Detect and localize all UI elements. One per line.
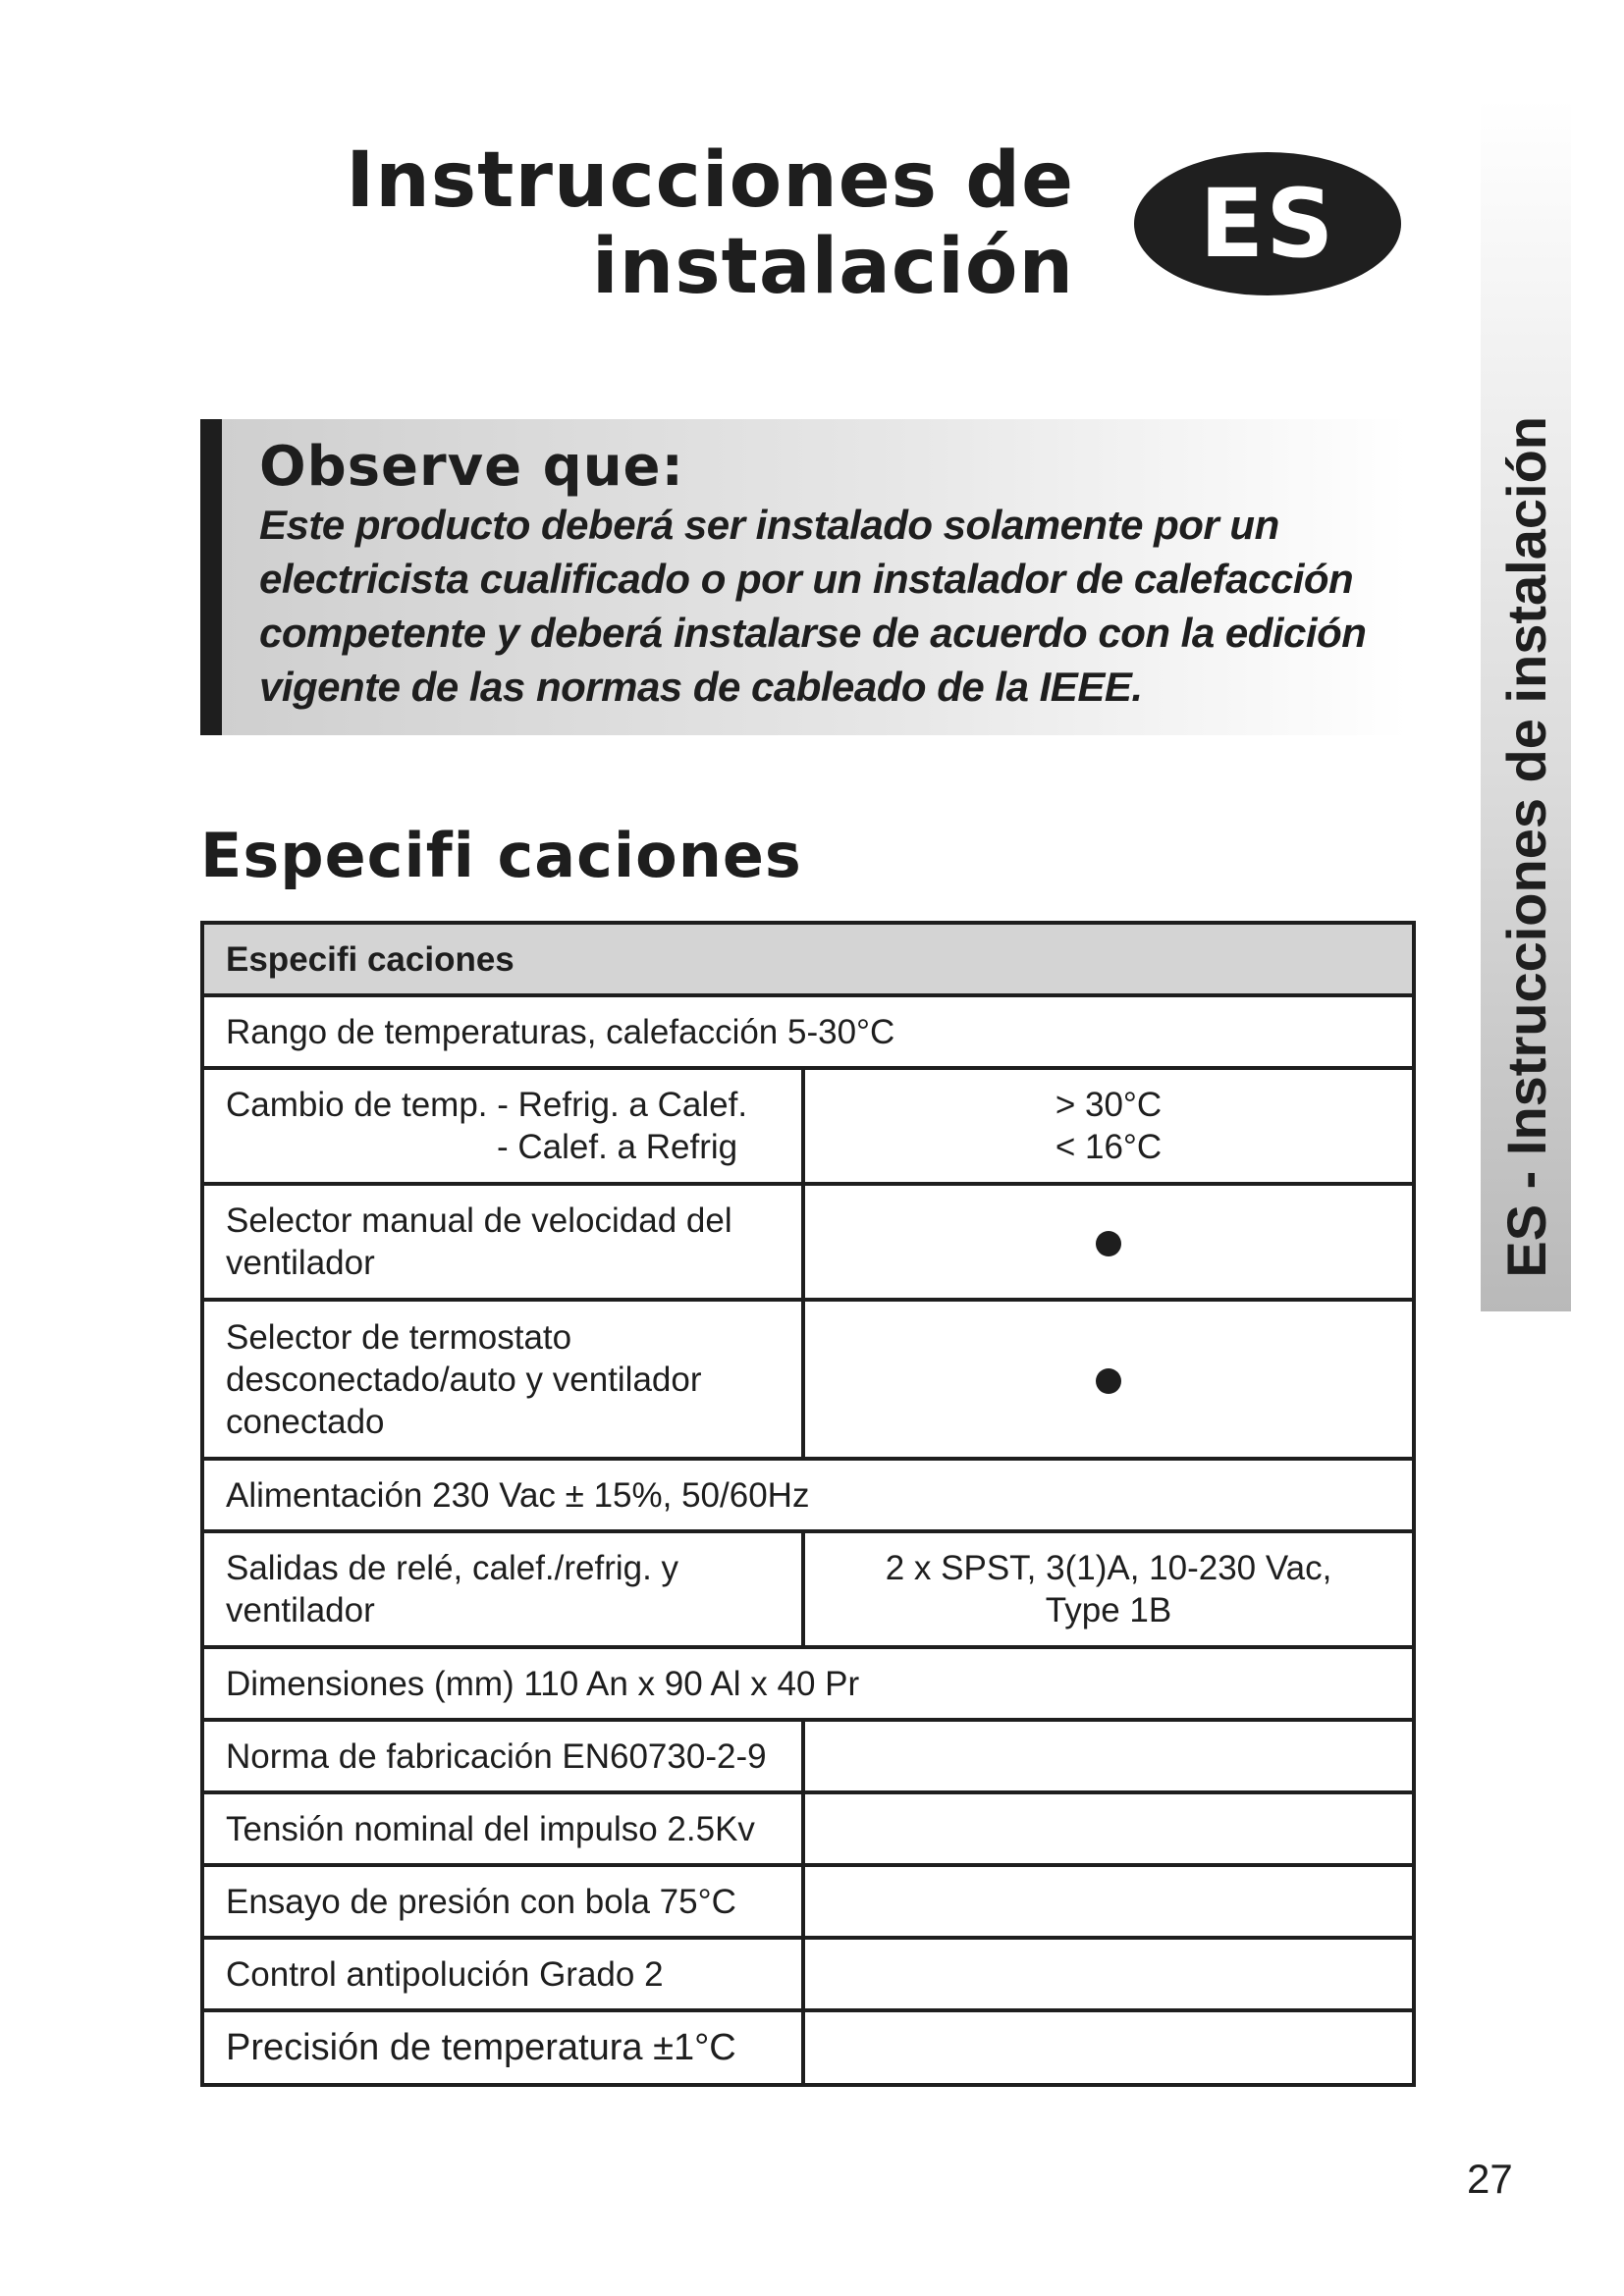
thermostat-selector-cell: Selector de termostato desconectado/auto y ventilador conectado <box>202 1300 803 1459</box>
pollution-control-cell: Control antipolución Grado 2 <box>202 1938 803 2010</box>
page-number: 27 <box>1467 2156 1513 2202</box>
page-title-line-2: instalación <box>591 223 1074 311</box>
table-row <box>202 1300 1414 1459</box>
language-badge: ES <box>1134 152 1401 295</box>
empty-cell <box>803 1792 1414 1865</box>
empty-cell <box>803 1720 1414 1792</box>
changeover-label-line-1: Cambio de temp. - Refrig. a Calef. <box>226 1086 748 1124</box>
specifications-table <box>200 921 1416 2087</box>
manufacturing-standard-cell: Norma de fabricación EN60730-2-9 <box>202 1720 803 1792</box>
changeover-value-line-1: > 30°C <box>1055 1086 1163 1124</box>
table-row <box>202 1459 1414 1531</box>
changeover-value-line-2: < 16°C <box>1055 1128 1163 1166</box>
relay-outputs-value-line-1: 2 x SPST, 3(1)A, 10-230 Vac, <box>885 1549 1332 1587</box>
installation-note-box <box>200 419 1408 735</box>
changeover-value-cell <box>803 1068 1414 1184</box>
empty-cell <box>803 1865 1414 1938</box>
temp-range-cell: Rango de temperaturas, calefacción 5-30°C <box>202 995 1414 1068</box>
side-tab-label: ES - Instrucciones de instalación <box>1494 416 1557 1278</box>
fan-speed-selector-cell: Selector manual de velocidad del ventilador <box>202 1184 803 1300</box>
dimensions-cell: Dimensiones (mm) 110 An x 90 Al x 40 Pr <box>202 1647 1414 1720</box>
table-row <box>202 1792 1414 1865</box>
bullet-dot-icon <box>1096 1231 1121 1256</box>
page-title <box>346 137 1074 310</box>
table-header: Especifi caciones <box>202 923 1414 995</box>
side-section-tab <box>1481 98 1571 1311</box>
bullet-dot-icon <box>1096 1368 1121 1394</box>
page-title-line-1: Instrucciones de <box>346 136 1074 225</box>
temperature-precision-cell: Precisión de temperatura ±1°C <box>202 2010 803 2085</box>
relay-outputs-label-cell: Salidas de relé, calef./refrig. y ventilador <box>202 1531 803 1647</box>
table-header-row <box>202 923 1414 995</box>
thermostat-selector-value <box>803 1300 1414 1459</box>
note-body: Este producto deberá ser instalado solamente por un electricista cualificado o por un instalador de calefacción competente y deberá instalarse de acuerdo con la edición vigente de las normas de cableado de la IEEE. <box>259 502 1367 710</box>
power-supply-cell: Alimentación 230 Vac ± 15%, 50/60Hz <box>202 1459 1414 1531</box>
specifications-heading: Especifi caciones <box>200 820 802 891</box>
ball-pressure-test-cell: Ensayo de presión con bola 75°C <box>202 1865 803 1938</box>
empty-cell <box>803 2010 1414 2085</box>
empty-cell <box>803 1938 1414 2010</box>
table-row <box>202 995 1414 1068</box>
table-row <box>202 1647 1414 1720</box>
table-row <box>202 1068 1414 1184</box>
table-row <box>202 1720 1414 1792</box>
note-heading: Observe que: <box>259 435 684 499</box>
impulse-voltage-cell: Tensión nominal del impulso 2.5Kv <box>202 1792 803 1865</box>
changeover-label-cell <box>202 1068 803 1184</box>
relay-outputs-value-cell <box>803 1531 1414 1647</box>
table-row <box>202 1938 1414 2010</box>
changeover-label-line-2: - Calef. a Refrig <box>497 1128 738 1166</box>
relay-outputs-value-line-2: Type 1B <box>1045 1591 1172 1629</box>
table-row <box>202 1865 1414 1938</box>
fan-speed-selector-value <box>803 1184 1414 1300</box>
table-row <box>202 1184 1414 1300</box>
table-row <box>202 1531 1414 1647</box>
table-row <box>202 2010 1414 2085</box>
